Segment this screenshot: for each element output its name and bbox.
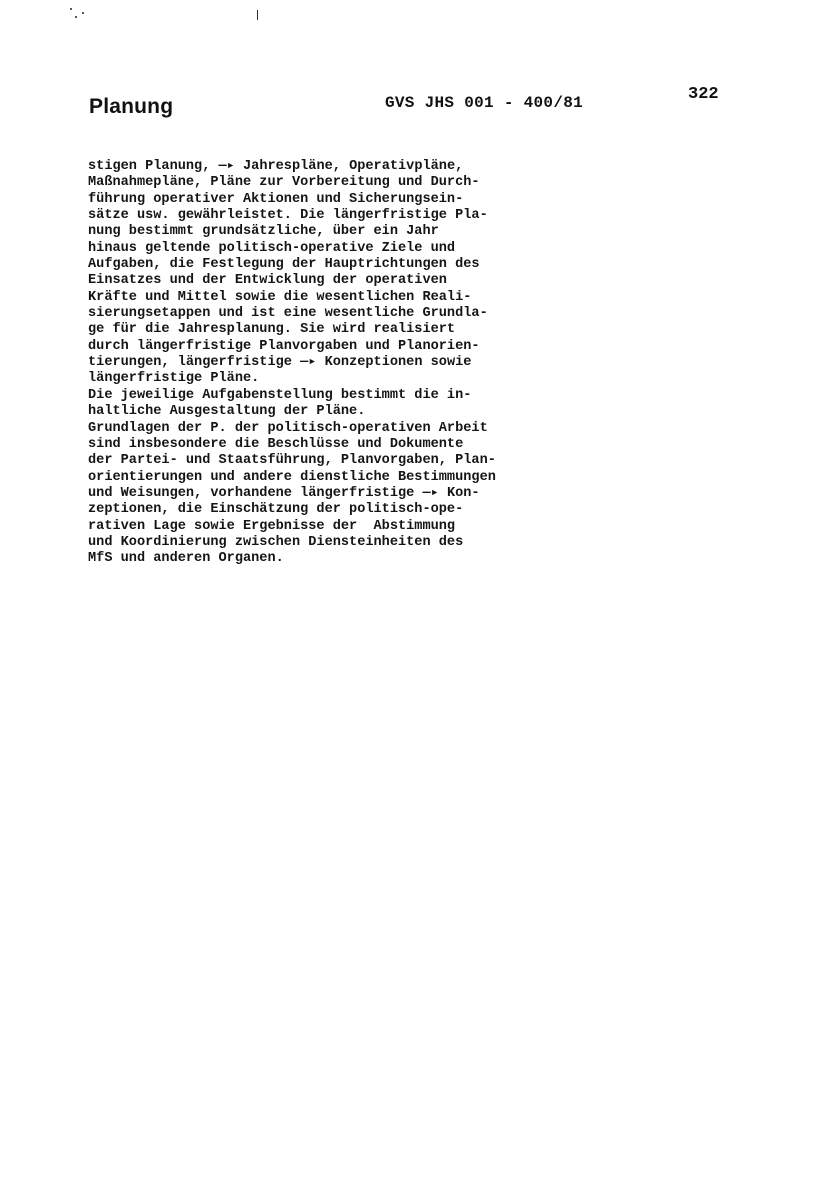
document-reference: GVS JHS 001 - 400/81 xyxy=(385,94,584,112)
scan-speck xyxy=(70,8,72,10)
body-line: der Partei- und Staatsführung, Planvorgaben, Plan- xyxy=(88,453,496,469)
body-line: Grundlagen der P. der politisch-operativen Arbeit xyxy=(88,420,488,436)
body-line: und Weisungen, vorhandene längerfristige —▸ Kon- xyxy=(88,485,480,501)
body-line: Die jeweilige Aufgabenstellung bestimmt die in- xyxy=(88,387,472,403)
body-line: hinaus geltende politisch-operative Ziele und xyxy=(88,240,456,256)
body-line: orientierungen und andere dienstliche Bestimmungen xyxy=(88,469,496,485)
body-line: Einsatzes und der Entwicklung der operativen xyxy=(88,273,447,289)
body-line: haltliche Ausgestaltung der Pläne. xyxy=(88,404,366,420)
lexicon-keyword: Planung xyxy=(89,95,174,118)
body-line: rativen Lage sowie Ergebnisse der Abstimmung xyxy=(88,518,456,534)
body-line: Kräfte und Mittel sowie die wesentlichen Reali- xyxy=(88,289,472,305)
body-line: zeptionen, die Einschätzung der politisch-ope- xyxy=(88,502,464,518)
body-line: und Koordinierung zwischen Diensteinheiten des xyxy=(88,534,464,550)
entry-body xyxy=(88,159,608,568)
body-line: nung bestimmt grundsätzliche, über ein Jahr xyxy=(88,224,439,240)
body-line: sind insbesondere die Beschlüsse und Dokumente xyxy=(88,436,464,452)
body-line: führung operativer Aktionen und Sicherungsein- xyxy=(88,191,464,207)
body-line: durch längerfristige Planvorgaben und Planorien- xyxy=(88,338,480,354)
scan-tick-mark xyxy=(257,10,258,20)
body-line: längerfristige Pläne. xyxy=(88,371,260,387)
scan-speck xyxy=(82,12,84,14)
body-line: sätze usw. gewährleistet. Die längerfristige Pla- xyxy=(88,208,488,224)
body-line: MfS und anderen Organen. xyxy=(88,551,284,567)
body-line: sierungsetappen und ist eine wesentliche Grundla- xyxy=(88,306,488,322)
body-line: ge für die Jahresplanung. Sie wird realisiert xyxy=(88,322,456,338)
scan-speck xyxy=(75,16,77,18)
body-line: stigen Planung, —▸ Jahrespläne, Operativpläne, xyxy=(88,159,464,174)
body-line: tierungen, längerfristige —▸ Konzeptionen sowie xyxy=(88,355,472,371)
body-line: Aufgaben, die Festlegung der Hauptrichtungen des xyxy=(88,257,480,273)
body-line: Maßnahmepläne, Pläne zur Vorbereitung und Durch- xyxy=(88,175,480,191)
page-number: 322 xyxy=(688,85,719,104)
